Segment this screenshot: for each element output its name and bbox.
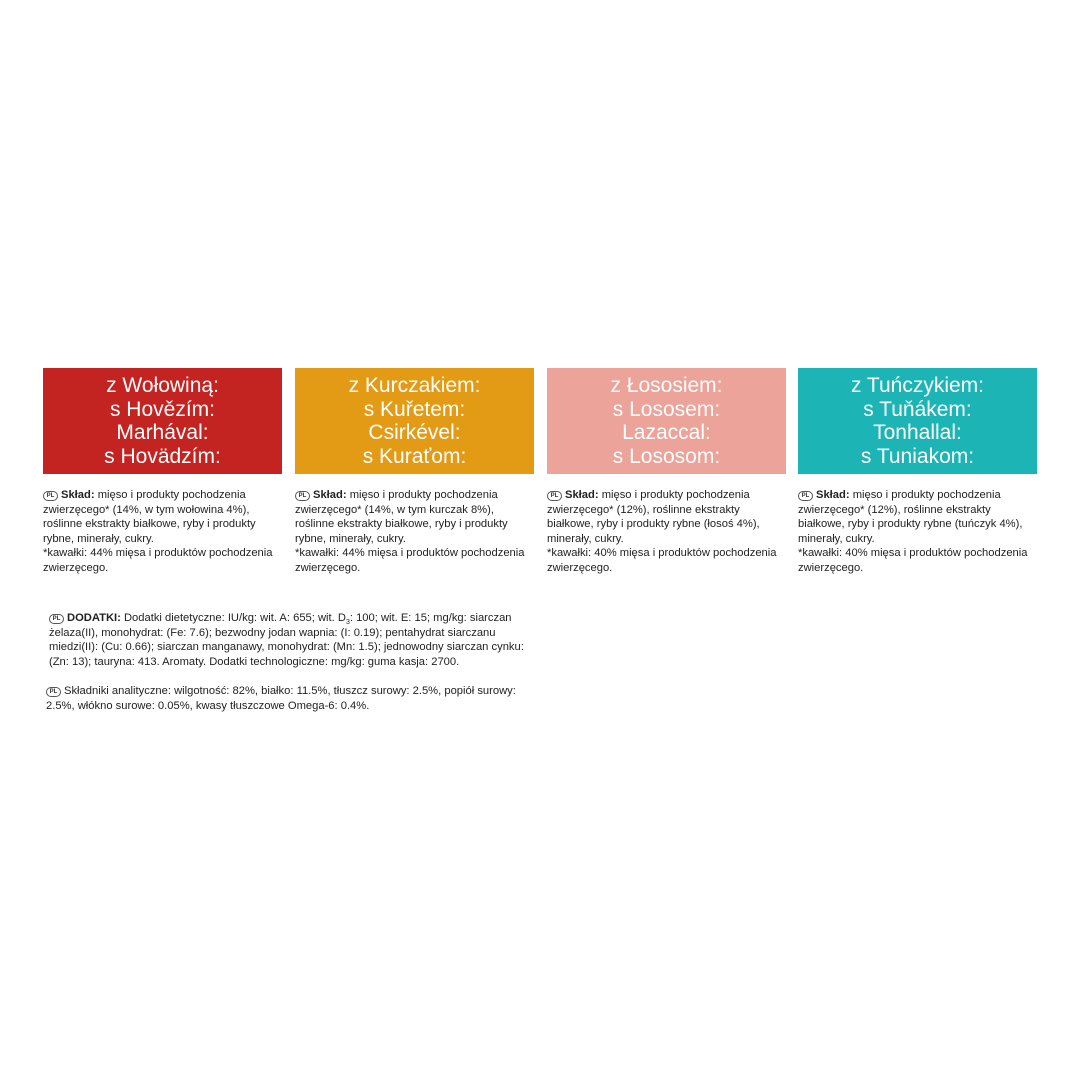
flavor-line: z Kurczakiem: [348,374,481,397]
pl-language-badge: PL [547,491,562,501]
flavor-line: s Lososem: [612,397,721,421]
pl-language-badge: PL [43,491,58,501]
composition-label: Skład: [313,489,347,501]
additives-block [49,611,543,669]
flavor-line: Csirkével: [368,421,461,444]
composition-label: Skład: [61,489,95,501]
pl-language-badge: PL [46,687,61,697]
flavor-line: Marhával: [116,421,209,444]
composition-label: Skład: [565,489,599,501]
flavor-box-salmon [547,368,786,474]
additives-label: DODATKI: [67,612,121,624]
flavor-line: s Kuraťom: [362,444,467,468]
composition-text: mięso i produkty pochodzenia zwierzęcego* (12%), roślinne ekstrakty białkowe, ryby i produkty rybne (łosoś 4%), minerały, cukry. [547,489,760,545]
flavor-box-tuna [798,368,1037,474]
pl-language-badge: PL [798,491,813,501]
additives-text: Dodatki dietetyczne: IU/kg: wit. A: 655; wit. D [123,612,346,624]
pl-language-badge: PL [49,614,64,624]
composition-note: *kawałki: 40% mięsa i produktów pochodzenia zwierzęcego. [547,547,777,574]
composition-chicken [295,488,535,576]
composition-tuna [798,488,1038,576]
composition-note: *kawałki: 40% mięsa i produktów pochodzenia zwierzęcego. [798,547,1028,574]
composition-label: Skład: [816,489,850,501]
analytic-text: Składniki analityczne: wilgotność: 82%, białko: 11.5%, tłuszcz surowy: 2.5%, popiół surowy: 2.5%, włókno surowe: 0.05%, kwasy tłuszczowe Omega-6: 0.4%. [46,685,516,712]
additives-subscript: 3 [345,619,350,627]
analytic-constituents-block [46,684,540,713]
composition-text: mięso i produkty pochodzenia zwierzęcego* (14%, w tym wołowina 4%), roślinne ekstrakty białkowe, ryby i produkty rybne, minerały, cukry. [43,489,256,545]
flavor-box-beef [43,368,282,474]
composition-text: mięso i produkty pochodzenia zwierzęcego* (12%), roślinne ekstrakty białkowe, ryby i produkty rybne (tuńczyk 4%), minerały, cukry. [798,489,1023,545]
flavor-line: z Wołowiną: [106,374,219,397]
composition-note: *kawałki: 44% mięsa i produktów pochodzenia zwierzęcego. [43,547,273,574]
flavor-line: z Tuńczykiem: [850,374,985,397]
additives-text-continued: : 100; wit. E: 15; mg/kg: siarczan żelaza(II), monohydrat: (Fe: 7.6); bezwodny jodan wapnia: (I: 0.19); pentahydrat siarczanu miedzi(II): (Cu: 0.66); siarczan manganawy, monohydrat: (Mn: 1.5); jednowodny siarczan cynku: (Zn: 13); tauryna: 413. Aromaty. Dodatki technologiczne: mg/kg: guma kasja: 2700. [49,612,524,668]
pl-language-badge: PL [295,491,310,501]
flavor-box-chicken [295,368,534,474]
composition-text: mięso i produkty pochodzenia zwierzęcego* (14%, w tym kurczak 8%), roślinne ekstrakty białkowe, ryby i produkty rybne, minerały, cukry. [295,489,508,545]
composition-note: *kawałki: 44% mięsa i produktów pochodzenia zwierzęcego. [295,547,525,574]
flavor-line: s Tuniakom: [860,444,975,468]
composition-beef [43,488,283,576]
flavor-line: Lazaccal: [622,421,711,444]
flavor-line: s Hovädzím: [104,444,221,468]
flavor-line: z Łososiem: [610,374,723,397]
flavor-line: Tonhallal: [873,421,962,444]
composition-salmon [547,488,787,576]
flavor-line: s Kuřetem: [363,397,466,421]
flavor-line: s Hovězím: [109,397,215,421]
flavor-line: s Lososom: [612,444,721,468]
flavor-line: s Tuňákem: [863,397,972,421]
